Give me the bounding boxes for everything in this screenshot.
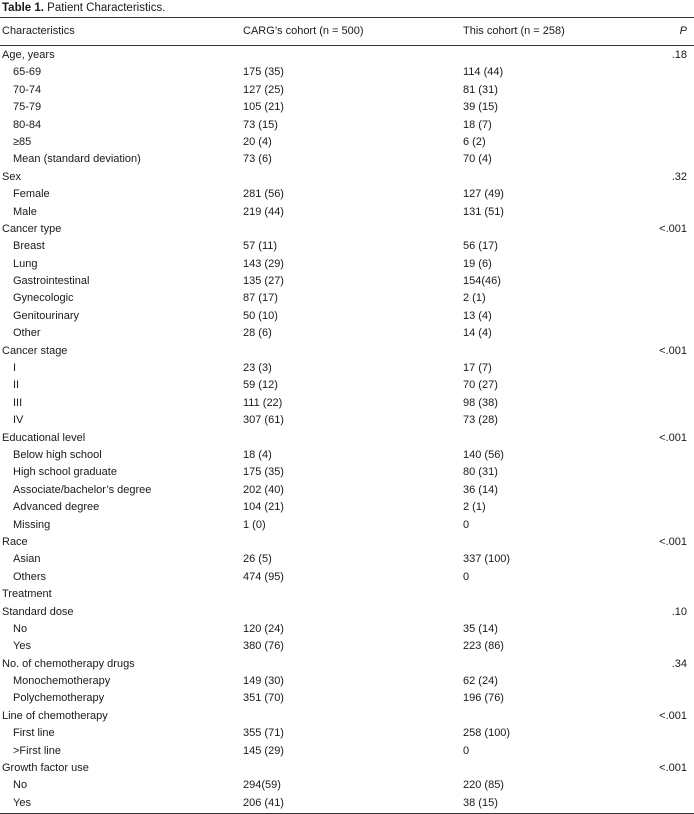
row-characteristic: Cancer stage <box>2 344 68 357</box>
row-characteristic: Male <box>13 205 37 218</box>
row-characteristic: High school graduate <box>13 466 117 479</box>
row-carg-value: 281 (56) <box>243 188 284 201</box>
row-cohort-value: 56 (17) <box>463 240 498 253</box>
header-characteristics: Characteristics <box>2 25 75 37</box>
row-characteristic: 65-69 <box>13 66 42 79</box>
row-characteristic: II <box>13 379 20 392</box>
row-characteristic: Asian <box>13 553 41 566</box>
row-carg-value: 149 (30) <box>243 675 284 688</box>
row-characteristic: III <box>13 396 23 409</box>
row-carg-value: 104 (21) <box>243 501 284 514</box>
table-row <box>0 343 694 360</box>
row-cohort-value: 62 (24) <box>463 675 498 688</box>
row-p-value: <.001 <box>659 535 687 548</box>
table-row <box>0 690 694 707</box>
row-carg-value: 175 (35) <box>243 466 284 479</box>
table-row <box>0 308 694 325</box>
row-cohort-value: 19 (6) <box>463 257 492 270</box>
table-row <box>0 795 694 812</box>
row-characteristic: Others <box>13 570 47 583</box>
table-row <box>0 569 694 586</box>
row-carg-value: 73 (15) <box>243 118 278 131</box>
table-row <box>0 464 694 481</box>
row-characteristic: Yes <box>13 640 31 653</box>
row-carg-value: 1 (0) <box>243 518 266 531</box>
row-carg-value: 380 (76) <box>243 640 284 653</box>
row-characteristic: Genitourinary <box>13 309 80 322</box>
row-cohort-value: 114 (44) <box>463 66 504 79</box>
row-carg-value: 219 (44) <box>243 205 284 218</box>
row-carg-value: 28 (6) <box>243 327 272 340</box>
table-body <box>0 46 694 813</box>
row-carg-value: 474 (95) <box>243 570 284 583</box>
row-cohort-value: 131 (51) <box>463 205 504 218</box>
table-row <box>0 256 694 273</box>
row-cohort-value: 0 <box>463 570 470 583</box>
table-row <box>0 186 694 203</box>
table-row <box>0 743 694 760</box>
table-row <box>0 64 694 81</box>
row-carg-value: 294(59) <box>243 779 281 792</box>
row-carg-value: 18 (4) <box>243 448 272 461</box>
row-carg-value: 175 (35) <box>243 66 284 79</box>
row-characteristic: 80-84 <box>13 118 42 131</box>
row-cohort-value: 35 (14) <box>463 622 498 635</box>
table-row <box>0 604 694 621</box>
table-row <box>0 238 694 255</box>
row-characteristic: >First line <box>13 744 61 757</box>
row-cohort-value: 196 (76) <box>463 692 504 705</box>
row-characteristic: 70-74 <box>13 83 42 96</box>
row-cohort-value: 70 (27) <box>463 379 498 392</box>
row-carg-value: 351 (70) <box>243 692 284 705</box>
row-cohort-value: 127 (49) <box>463 188 504 201</box>
table-row <box>0 412 694 429</box>
table-row <box>0 204 694 221</box>
row-characteristic: First line <box>13 727 55 740</box>
table-row <box>0 638 694 655</box>
row-p-value: .34 <box>671 657 687 670</box>
table-row <box>0 621 694 638</box>
table-row <box>0 117 694 134</box>
table-row <box>0 534 694 551</box>
table-row <box>0 325 694 342</box>
row-carg-value: 143 (29) <box>243 257 284 270</box>
row-cohort-value: 18 (7) <box>463 118 492 131</box>
row-cohort-value: 70 (4) <box>463 153 492 166</box>
table-row <box>0 360 694 377</box>
patient-characteristics-table <box>0 17 694 814</box>
table-row <box>0 273 694 290</box>
row-characteristic: Advanced degree <box>13 501 100 514</box>
row-characteristic: Growth factor use <box>2 762 89 775</box>
row-cohort-value: 2 (1) <box>463 292 486 305</box>
table-row <box>0 673 694 690</box>
table-row <box>0 499 694 516</box>
row-carg-value: 26 (5) <box>243 553 272 566</box>
table-row <box>0 517 694 534</box>
row-cohort-value: 154(46) <box>463 275 501 288</box>
row-cohort-value: 39 (15) <box>463 101 498 114</box>
table-caption <box>2 1 165 15</box>
table-row <box>0 169 694 186</box>
row-p-value: <.001 <box>659 709 687 722</box>
row-carg-value: 105 (21) <box>243 101 284 114</box>
row-carg-value: 120 (24) <box>243 622 284 635</box>
row-p-value: <.001 <box>659 222 687 235</box>
table-header-row <box>0 18 694 46</box>
header-this-cohort: This cohort (n = 258) <box>463 25 565 37</box>
header-carg-cohort: CARG’s cohort (n = 500) <box>243 25 364 37</box>
table-row <box>0 151 694 168</box>
row-characteristic: No <box>13 622 28 635</box>
row-carg-value: 202 (40) <box>243 483 284 496</box>
row-characteristic: Missing <box>13 518 51 531</box>
table-row <box>0 725 694 742</box>
row-carg-value: 23 (3) <box>243 362 272 375</box>
table-row <box>0 82 694 99</box>
row-cohort-value: 220 (85) <box>463 779 504 792</box>
row-characteristic: Line of chemotherapy <box>2 709 108 722</box>
row-carg-value: 127 (25) <box>243 83 284 96</box>
row-cohort-value: 17 (7) <box>463 362 492 375</box>
row-characteristic: Standard dose <box>2 605 74 618</box>
row-p-value: <.001 <box>659 431 687 444</box>
row-p-value: .18 <box>671 49 687 61</box>
row-carg-value: 59 (12) <box>243 379 278 392</box>
row-cohort-value: 140 (56) <box>463 448 504 461</box>
row-carg-value: 111 (22) <box>243 396 283 409</box>
row-cohort-value: 80 (31) <box>463 466 498 479</box>
row-cohort-value: 0 <box>463 518 470 531</box>
row-characteristic: No. of chemotherapy drugs <box>2 657 135 670</box>
table-row <box>0 395 694 412</box>
row-cohort-value: 337 (100) <box>463 553 511 566</box>
row-characteristic: Mean (standard deviation) <box>13 153 141 166</box>
row-carg-value: 57 (11) <box>243 240 278 253</box>
table-row <box>0 290 694 307</box>
row-characteristic: Lung <box>13 257 38 270</box>
row-cohort-value: 223 (86) <box>463 640 504 653</box>
row-cohort-value: 258 (100) <box>463 727 511 740</box>
table-row <box>0 586 694 603</box>
table-caption-label: Table 1. <box>2 2 44 14</box>
row-characteristic: Cancer type <box>2 222 62 235</box>
table-row <box>0 708 694 725</box>
table-row <box>0 99 694 116</box>
row-carg-value: 145 (29) <box>243 744 284 757</box>
row-characteristic: Breast <box>13 240 45 253</box>
table-row <box>0 377 694 394</box>
row-cohort-value: 36 (14) <box>463 483 498 496</box>
row-characteristic: No <box>13 779 28 792</box>
row-carg-value: 206 (41) <box>243 796 284 809</box>
row-cohort-value: 0 <box>463 744 470 757</box>
row-carg-value: 50 (10) <box>243 309 278 322</box>
row-characteristic: Below high school <box>13 448 102 461</box>
row-characteristic: Associate/bachelor’s degree <box>13 483 152 496</box>
row-characteristic: Polychemotherapy <box>13 692 105 705</box>
row-characteristic: Race <box>2 535 28 548</box>
row-p-value: <.001 <box>659 344 687 357</box>
table-row <box>0 47 694 64</box>
row-carg-value: 20 (4) <box>243 135 272 148</box>
row-characteristic: 75-79 <box>13 101 42 114</box>
row-characteristic: Female <box>13 188 50 201</box>
row-characteristic: Educational level <box>2 431 86 444</box>
row-cohort-value: 38 (15) <box>463 796 498 809</box>
row-carg-value: 87 (17) <box>243 292 278 305</box>
row-p-value: .32 <box>671 170 687 183</box>
row-cohort-value: 73 (28) <box>463 414 498 427</box>
table-row <box>0 482 694 499</box>
row-characteristic: Gynecologic <box>13 292 74 305</box>
header-p-value: P <box>679 25 687 37</box>
row-characteristic: Treatment <box>2 588 52 601</box>
row-carg-value: 135 (27) <box>243 275 284 288</box>
row-characteristic: Gastrointestinal <box>13 275 90 288</box>
row-carg-value: 73 (6) <box>243 153 272 166</box>
row-characteristic: Sex <box>2 170 21 183</box>
table-row <box>0 551 694 568</box>
row-p-value: <.001 <box>659 762 687 775</box>
row-carg-value: 307 (61) <box>243 414 284 427</box>
row-cohort-value: 13 (4) <box>463 309 492 322</box>
table-caption-title: Patient Characteristics. <box>47 2 166 14</box>
row-characteristic: Other <box>13 327 41 340</box>
table-row <box>0 777 694 794</box>
table-row <box>0 447 694 464</box>
row-cohort-value: 2 (1) <box>463 501 486 514</box>
row-characteristic: I <box>13 362 17 375</box>
row-characteristic: IV <box>13 414 24 427</box>
row-characteristic: Yes <box>13 796 31 809</box>
row-cohort-value: 14 (4) <box>463 327 492 340</box>
row-characteristic: Monochemotherapy <box>13 675 111 688</box>
row-carg-value: 355 (71) <box>243 727 284 740</box>
row-cohort-value: 98 (38) <box>463 396 498 409</box>
table-row <box>0 430 694 447</box>
row-characteristic: Age, years <box>2 49 55 61</box>
table-row <box>0 134 694 151</box>
row-characteristic: ≥85 <box>13 135 32 148</box>
row-cohort-value: 6 (2) <box>463 135 486 148</box>
table-row <box>0 656 694 673</box>
table-row <box>0 760 694 777</box>
row-cohort-value: 81 (31) <box>463 83 498 96</box>
table-row <box>0 221 694 238</box>
row-p-value: .10 <box>671 605 687 618</box>
